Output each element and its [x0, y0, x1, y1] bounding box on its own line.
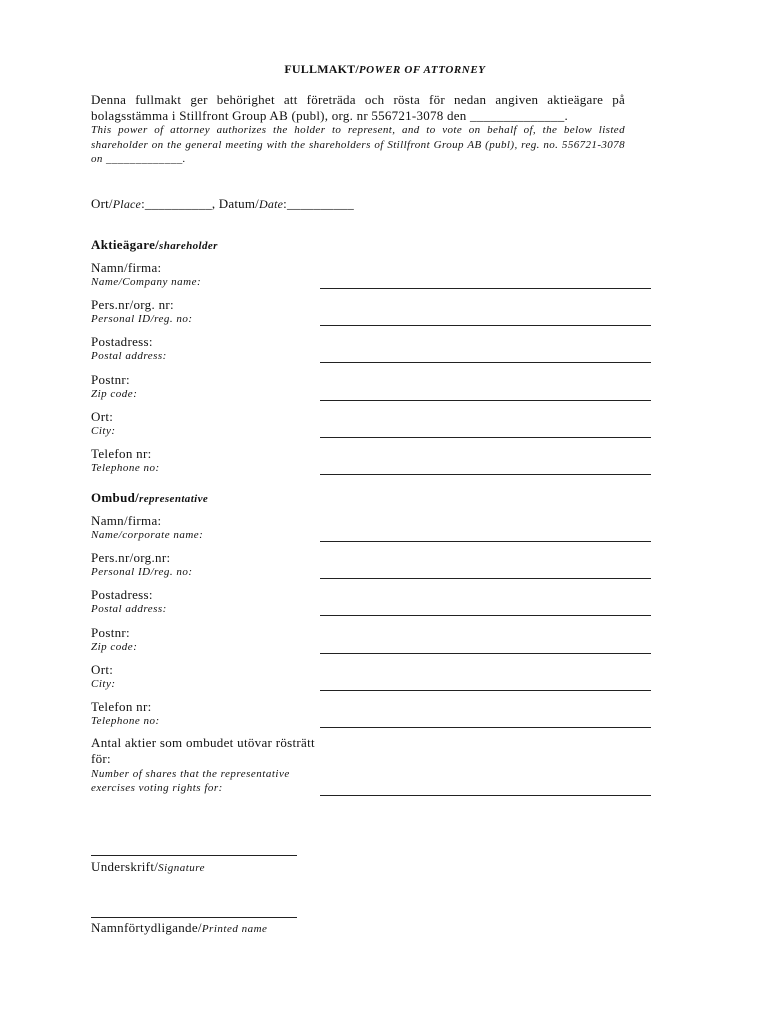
representative-phone-field [91, 699, 651, 733]
field-label-sv: Namn/firma: [91, 513, 162, 528]
shareholder-city-input-line[interactable] [320, 437, 651, 438]
field-label-sv: Postadress: [91, 587, 153, 602]
representative-zip-field [91, 625, 651, 659]
representative-zip-input-line[interactable] [320, 653, 651, 654]
shareholder-postal-address-input-line[interactable] [320, 362, 651, 363]
shareholder-postal-address-field [91, 334, 651, 368]
representative-heading [91, 490, 208, 506]
title-swedish: FULLMAKT/ [284, 62, 359, 76]
representative-shares-input-line[interactable] [320, 795, 651, 796]
field-label-en: Number of shares that the representative exercises voting rights for: [91, 768, 290, 794]
shareholder-zip-input-line[interactable] [320, 400, 651, 401]
signature-line[interactable] [91, 855, 297, 856]
shareholder-heading-en: shareholder [159, 240, 218, 252]
representative-shares-field [91, 735, 651, 799]
place-label-sv: Ort/ [91, 196, 113, 211]
field-label-sv: Telefon nr: [91, 446, 152, 461]
shareholder-id-field [91, 297, 651, 331]
field-label-en: Name/Company name: [91, 276, 202, 288]
field-label-sv: Ort: [91, 409, 114, 424]
shareholder-zip-field [91, 372, 651, 406]
field-label-sv: Antal aktier som ombudet utövar rösträtt för: [91, 735, 315, 766]
signature-label-en: Signature [158, 862, 206, 874]
representative-name-field [91, 513, 651, 547]
representative-postal-address-field [91, 587, 651, 621]
shareholder-name-input-line[interactable] [320, 288, 651, 289]
shareholder-phone-input-line[interactable] [320, 474, 651, 475]
field-label-en: Zip code: [91, 388, 138, 400]
field-label-en: Personal ID/reg. no: [91, 313, 193, 325]
place-date-line [91, 196, 354, 212]
signature-label-sv: Underskrift/ [91, 859, 159, 874]
representative-id-input-line[interactable] [320, 578, 651, 579]
representative-name-input-line[interactable] [320, 541, 651, 542]
shareholder-id-input-line[interactable] [320, 325, 651, 326]
representative-heading-sv: Ombud/ [91, 490, 140, 505]
representative-city-input-line[interactable] [320, 690, 651, 691]
field-label-sv: Postnr: [91, 625, 130, 640]
title-english: POWER OF ATTORNEY [358, 64, 486, 76]
printed-name-line[interactable] [91, 917, 297, 918]
representative-phone-input-line[interactable] [320, 727, 651, 728]
field-label-sv: Ort: [91, 662, 114, 677]
representative-city-field [91, 662, 651, 696]
field-label-en: Telephone no: [91, 462, 160, 474]
field-label-sv: Postadress: [91, 334, 153, 349]
field-label-en: Postal address: [91, 603, 167, 615]
shareholder-heading [91, 237, 218, 253]
signature-label [91, 859, 205, 875]
field-label-en: Zip code: [91, 641, 138, 653]
field-label-sv: Telefon nr: [91, 699, 152, 714]
representative-heading-en: representative [139, 493, 209, 505]
field-label-en: City: [91, 678, 116, 690]
intro-text-english: This power of attorney authorizes the holder to represent, and to vote on behalf of, the below listed shareholder on the general meeting with the shareholders of Stillfront Group AB (publ), reg. no. 556721-3078 on _____________. [91, 124, 625, 165]
shareholder-heading-sv: Aktieägare/ [91, 237, 160, 252]
field-label-sv: Postnr: [91, 372, 130, 387]
shareholder-name-field [91, 260, 651, 294]
field-label-en: Name/corporate name: [91, 529, 204, 541]
representative-postal-address-input-line[interactable] [320, 615, 651, 616]
printed-name-label-sv: Namnförtydligande/ [91, 920, 202, 935]
field-label-en: City: [91, 425, 116, 437]
field-label-sv: Pers.nr/org.nr: [91, 550, 171, 565]
shareholder-city-field [91, 409, 651, 443]
printed-name-label [91, 920, 267, 936]
field-label-en: Telephone no: [91, 715, 160, 727]
place-blank[interactable]: :__________, [141, 196, 219, 211]
printed-name-label-en: Printed name [201, 923, 268, 935]
document-title [0, 62, 770, 77]
field-label-sv: Pers.nr/org. nr: [91, 297, 174, 312]
intro-text-swedish: Denna fullmakt ger behörighet att företräda och rösta för nedan angiven aktieägare på bolagsstämma i Stillfront Group AB (publ), org. nr 556721-3078 den ______________. [91, 92, 625, 123]
field-label-sv: Namn/firma: [91, 260, 162, 275]
place-label-en: Place [112, 197, 142, 211]
representative-id-field [91, 550, 651, 584]
shareholder-phone-field [91, 446, 651, 480]
date-blank[interactable]: :__________ [283, 196, 354, 211]
date-label-en: Date [259, 197, 284, 211]
field-label-en: Postal address: [91, 350, 167, 362]
date-label-sv: Datum/ [218, 196, 259, 211]
field-label-en: Personal ID/reg. no: [91, 566, 193, 578]
